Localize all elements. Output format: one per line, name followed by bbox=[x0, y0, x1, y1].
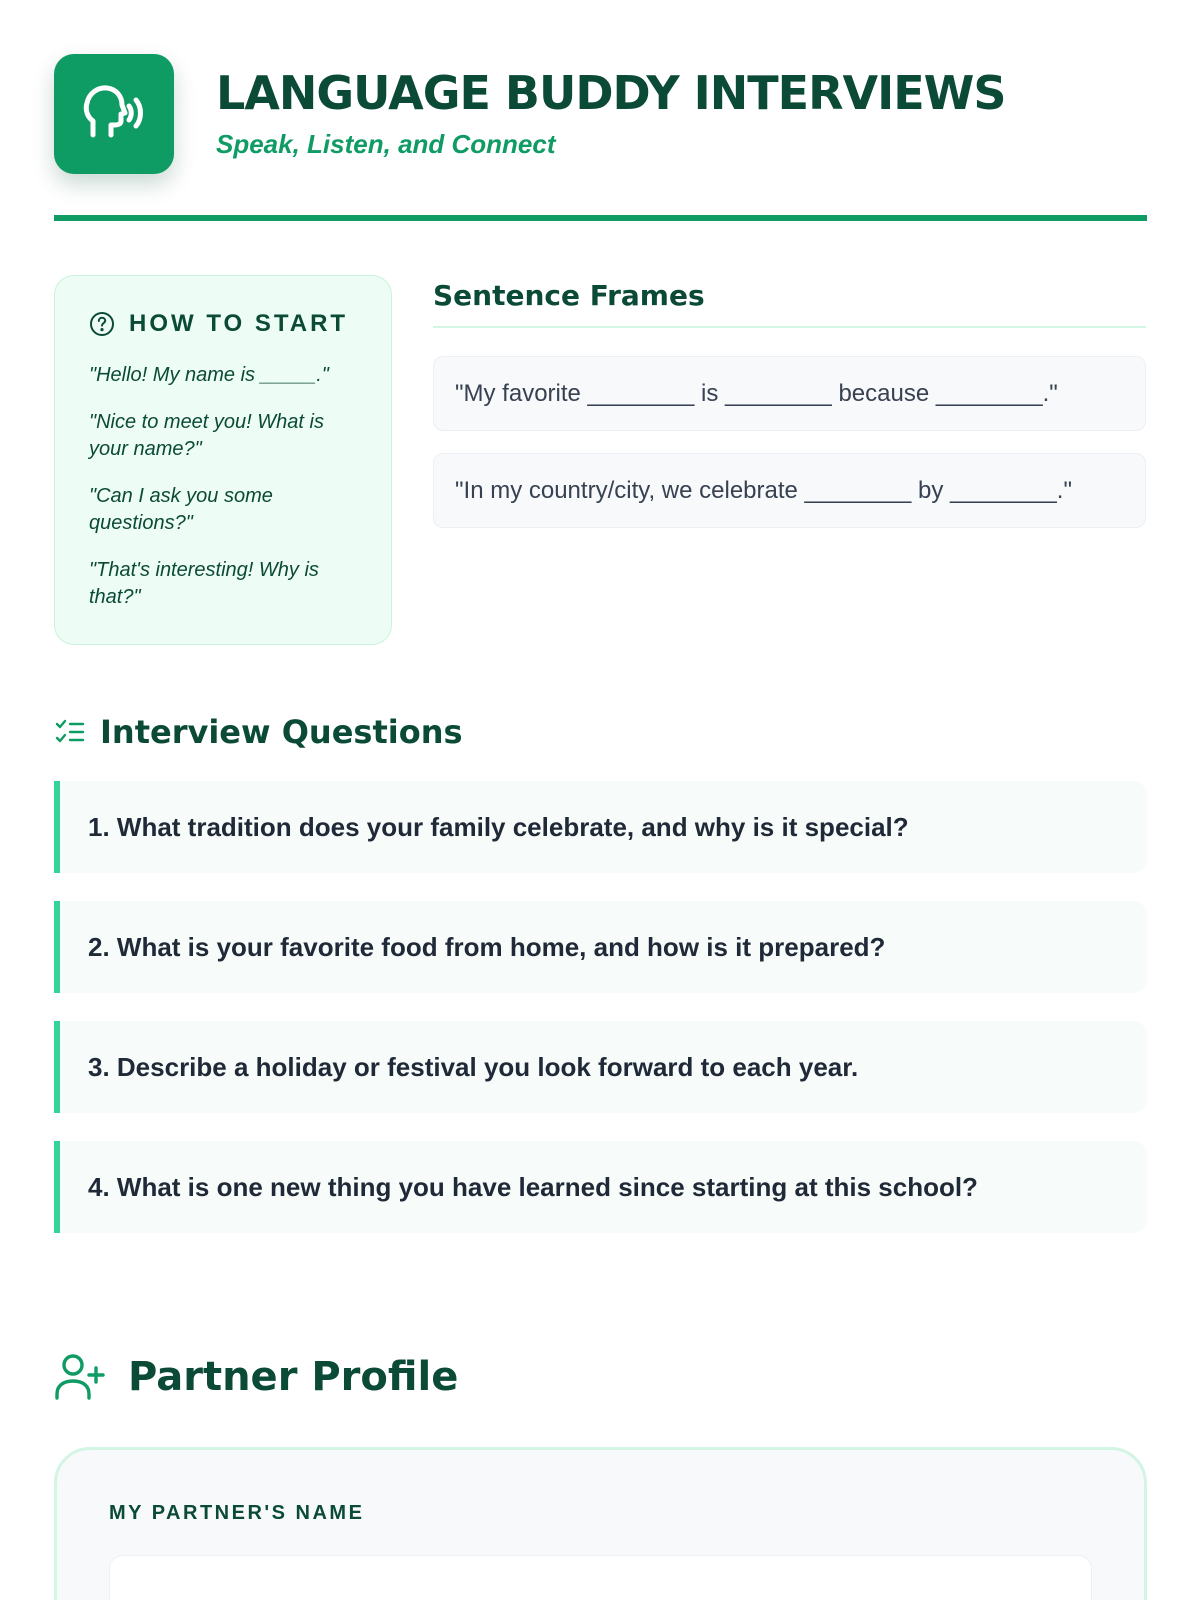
starter-phrase: "Can I ask you some questions?" bbox=[89, 485, 273, 534]
header-divider bbox=[54, 215, 1147, 221]
sentence-frames-section bbox=[433, 275, 1146, 645]
question-circle-icon bbox=[89, 311, 115, 337]
page-subtitle: Speak, Listen, and Connect bbox=[216, 128, 556, 159]
partner-profile-label: Partner Profile bbox=[128, 1354, 459, 1400]
speaking-head-icon bbox=[54, 54, 174, 174]
header bbox=[54, 54, 1146, 174]
page-title: LANGUAGE BUDDY INTERVIEWS bbox=[216, 66, 1006, 121]
top-section bbox=[54, 275, 1146, 645]
partner-profile-card bbox=[54, 1447, 1147, 1600]
sentence-frame: "In my country/city, we celebrate ________ by ________." bbox=[433, 453, 1146, 528]
question-item: 1. What tradition does your family celebrate, and why is it special? bbox=[54, 781, 1147, 873]
question-item: 4. What is one new thing you have learned since starting at this school? bbox=[54, 1141, 1147, 1233]
starter-phrase: "Nice to meet you! What is your name?" bbox=[89, 411, 324, 460]
how-to-start-heading bbox=[89, 310, 357, 338]
starter-phrase: "That's interesting! Why is that?" bbox=[89, 559, 319, 608]
question-item: 2. What is your favorite food from home, and how is it prepared? bbox=[54, 901, 1147, 993]
checklist-icon bbox=[54, 716, 86, 748]
partner-name-label: MY PARTNER'S NAME bbox=[109, 1502, 365, 1524]
sentence-frames-title: Sentence Frames bbox=[433, 275, 1146, 328]
how-to-start-label: HOW TO START bbox=[129, 310, 349, 337]
how-to-start-card bbox=[54, 275, 392, 645]
add-user-icon bbox=[54, 1351, 106, 1403]
partner-name-field[interactable] bbox=[109, 1555, 1092, 1600]
title-block bbox=[216, 68, 1006, 160]
interview-questions-heading bbox=[54, 713, 1146, 751]
question-list bbox=[54, 781, 1146, 1233]
starter-phrase: "Hello! My name is _____." bbox=[89, 364, 329, 386]
question-item: 3. Describe a holiday or festival you look forward to each year. bbox=[54, 1021, 1147, 1113]
sentence-frame: "My favorite ________ is ________ because ________." bbox=[433, 356, 1146, 431]
interview-questions-label: Interview Questions bbox=[100, 713, 463, 751]
partner-profile-heading bbox=[54, 1351, 1146, 1403]
